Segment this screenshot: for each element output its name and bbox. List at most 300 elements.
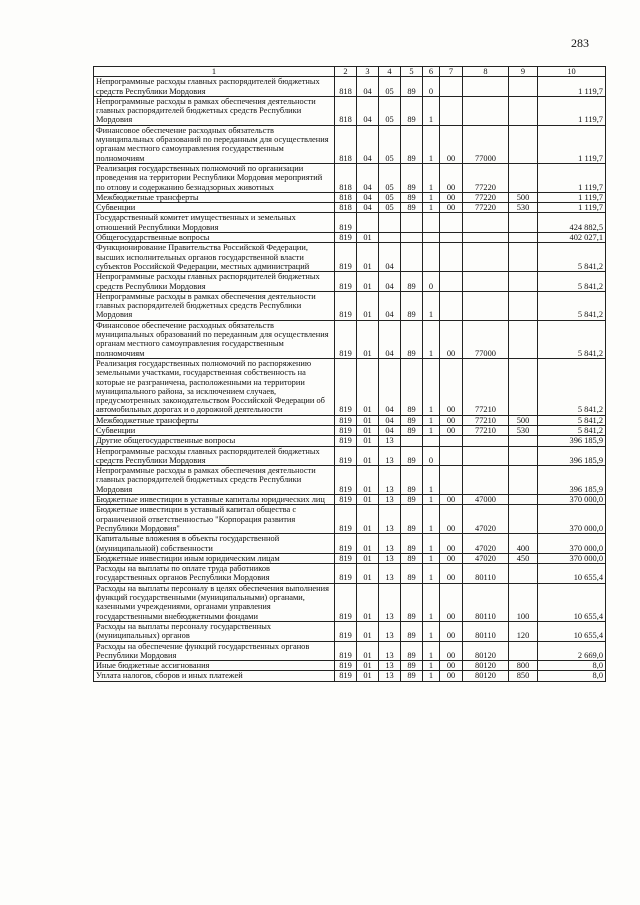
program-code-cell: 89: [401, 564, 423, 584]
direction-code-cell: 00: [440, 358, 463, 415]
expense-type-code-cell: 400: [509, 534, 538, 554]
item-name-cell: Межбюджетные трансферты: [94, 415, 335, 425]
column-header-9: 9: [509, 67, 538, 77]
admin-code-cell: 819: [335, 291, 357, 320]
admin-code-cell: 819: [335, 534, 357, 554]
subsection-code-cell: 13: [379, 553, 401, 563]
section-code-cell: 01: [357, 661, 379, 671]
program-code-cell: [401, 436, 423, 446]
direction-code-cell: 00: [440, 320, 463, 358]
program-code-cell: 89: [401, 192, 423, 202]
section-code-cell: 01: [357, 436, 379, 446]
item-name-cell: Непрограммные расходы в рамках обеспечения деятельности главных распорядителей бюджетных средств Республики Мордовия: [94, 96, 335, 125]
table-row: [94, 553, 606, 563]
section-code-cell: 04: [357, 125, 379, 163]
program-code-cell: 89: [401, 641, 423, 661]
target-code-cell: 77210: [463, 425, 509, 435]
item-name-cell: Капитальные вложения в объекты государственной (муниципальной) собственности: [94, 534, 335, 554]
target-code-cell: 80110: [463, 564, 509, 584]
target-code-cell: [463, 446, 509, 466]
program-code-cell: 89: [401, 358, 423, 415]
section-code-cell: 01: [357, 641, 379, 661]
program-code-cell: 89: [401, 495, 423, 505]
admin-code-cell: 819: [335, 495, 357, 505]
amount-cell: 396 185,9: [538, 466, 606, 495]
table-row: [94, 661, 606, 671]
expense-type-code-cell: [509, 163, 538, 192]
subsection-code-cell: 05: [379, 96, 401, 125]
admin-code-cell: 819: [335, 661, 357, 671]
expense-type-code-cell: [509, 641, 538, 661]
expense-type-code-cell: [509, 466, 538, 495]
direction-code-cell: 00: [440, 192, 463, 202]
direction-code-cell: 00: [440, 534, 463, 554]
admin-code-cell: 819: [335, 641, 357, 661]
item-name-cell: Непрограммные расходы главных распорядителей бюджетных средств Республики Мордовия: [94, 77, 335, 97]
expense-type-code-cell: [509, 233, 538, 243]
expense-type-code-cell: 500: [509, 415, 538, 425]
subsection-code-cell: 04: [379, 415, 401, 425]
admin-code-cell: 819: [335, 583, 357, 621]
section-code-cell: 04: [357, 163, 379, 192]
expense-type-code-cell: [509, 272, 538, 292]
target-code-cell: [463, 243, 509, 272]
table-row: [94, 671, 606, 681]
amount-cell: 370 000,0: [538, 505, 606, 534]
subsection-code-cell: 13: [379, 564, 401, 584]
program-code-cell: 89: [401, 320, 423, 358]
section-code-cell: 01: [357, 233, 379, 243]
amount-cell: 5 841,2: [538, 425, 606, 435]
expense-type-code-cell: [509, 77, 538, 97]
item-name-cell: Непрограммные расходы главных распорядителей бюджетных средств Республики Мордовия: [94, 272, 335, 292]
target-code-cell: 77220: [463, 203, 509, 213]
item-name-cell: Бюджетные инвестиции иным юридическим лицам: [94, 553, 335, 563]
admin-code-cell: 819: [335, 320, 357, 358]
subsection-code-cell: 04: [379, 425, 401, 435]
target-code-cell: [463, 272, 509, 292]
admin-code-cell: 819: [335, 553, 357, 563]
program-code-cell: 89: [401, 446, 423, 466]
target-code-cell: 80120: [463, 661, 509, 671]
amount-cell: 1 119,7: [538, 77, 606, 97]
subprogram-code-cell: 1: [423, 671, 440, 681]
item-name-cell: Государственный комитет имущественных и земельных отношений Республики Мордовия: [94, 213, 335, 233]
subprogram-code-cell: 1: [423, 641, 440, 661]
direction-code-cell: [440, 243, 463, 272]
admin-code-cell: 818: [335, 77, 357, 97]
subprogram-code-cell: 1: [423, 192, 440, 202]
target-code-cell: [463, 233, 509, 243]
item-name-cell: Финансовое обеспечение расходных обязательств муниципальных образований по переданным для осуществления органам местного самоуправления государственным полномочиям: [94, 320, 335, 358]
item-name-cell: Бюджетные инвестиции в уставный капитал общества с ограниченной ответственностью "Корпорация развития Республики Мордовия": [94, 505, 335, 534]
section-code-cell: 04: [357, 77, 379, 97]
target-code-cell: [463, 96, 509, 125]
expense-type-code-cell: 120: [509, 621, 538, 641]
expense-type-code-cell: [509, 564, 538, 584]
subprogram-code-cell: 1: [423, 291, 440, 320]
budget-table: [93, 66, 606, 682]
direction-code-cell: [440, 436, 463, 446]
table-row: [94, 495, 606, 505]
amount-cell: 1 119,7: [538, 163, 606, 192]
program-code-cell: 89: [401, 96, 423, 125]
column-header-8: 8: [463, 67, 509, 77]
admin-code-cell: 819: [335, 358, 357, 415]
admin-code-cell: 818: [335, 192, 357, 202]
section-code-cell: 01: [357, 534, 379, 554]
subsection-code-cell: 04: [379, 243, 401, 272]
program-code-cell: 89: [401, 671, 423, 681]
subsection-code-cell: 13: [379, 641, 401, 661]
amount-cell: 10 655,4: [538, 583, 606, 621]
direction-code-cell: 00: [440, 163, 463, 192]
target-code-cell: [463, 213, 509, 233]
direction-code-cell: 00: [440, 671, 463, 681]
subprogram-code-cell: 1: [423, 583, 440, 621]
target-code-cell: [463, 291, 509, 320]
table-row: [94, 213, 606, 233]
item-name-cell: Расходы на выплаты персоналу государственных (муниципальных) органов: [94, 621, 335, 641]
subsection-code-cell: 04: [379, 272, 401, 292]
subprogram-code-cell: 1: [423, 621, 440, 641]
program-code-cell: 89: [401, 583, 423, 621]
column-header-1: 1: [94, 67, 335, 77]
table-row: [94, 272, 606, 292]
subprogram-code-cell: [423, 436, 440, 446]
table-row: [94, 96, 606, 125]
column-header-3: 3: [357, 67, 379, 77]
table-row: [94, 505, 606, 534]
program-code-cell: 89: [401, 621, 423, 641]
admin-code-cell: 818: [335, 125, 357, 163]
table-row: [94, 415, 606, 425]
subprogram-code-cell: [423, 213, 440, 233]
section-code-cell: 01: [357, 505, 379, 534]
item-name-cell: Расходы на выплаты персоналу в целях обеспечения выполнения функций государственными (муниципальными) органами, казенными учреждениями, органами управления государственными внебюджетными фондами: [94, 583, 335, 621]
subsection-code-cell: 04: [379, 291, 401, 320]
subsection-code-cell: 05: [379, 192, 401, 202]
section-code-cell: 01: [357, 243, 379, 272]
table-row: [94, 446, 606, 466]
section-code-cell: 01: [357, 621, 379, 641]
subsection-code-cell: 05: [379, 163, 401, 192]
table-row: [94, 125, 606, 163]
item-name-cell: Непрограммные расходы в рамках обеспечения деятельности главных распорядителей бюджетных средств Республики Мордовия: [94, 466, 335, 495]
expense-type-code-cell: [509, 243, 538, 272]
subsection-code-cell: 13: [379, 534, 401, 554]
subprogram-code-cell: 1: [423, 661, 440, 671]
section-code-cell: 04: [357, 203, 379, 213]
direction-code-cell: 00: [440, 425, 463, 435]
amount-cell: 1 119,7: [538, 203, 606, 213]
subprogram-code-cell: 1: [423, 534, 440, 554]
program-code-cell: 89: [401, 77, 423, 97]
expense-type-code-cell: [509, 320, 538, 358]
subprogram-code-cell: 1: [423, 564, 440, 584]
amount-cell: 370 000,0: [538, 553, 606, 563]
table-row: [94, 534, 606, 554]
amount-cell: 396 185,9: [538, 436, 606, 446]
direction-code-cell: 00: [440, 495, 463, 505]
amount-cell: 1 119,7: [538, 96, 606, 125]
subprogram-code-cell: 1: [423, 125, 440, 163]
item-name-cell: Непрограммные расходы в рамках обеспечения деятельности главных распорядителей бюджетных средств Республики Мордовия: [94, 291, 335, 320]
subsection-code-cell: 04: [379, 320, 401, 358]
target-code-cell: 77220: [463, 192, 509, 202]
direction-code-cell: 00: [440, 641, 463, 661]
expense-type-code-cell: 100: [509, 583, 538, 621]
direction-code-cell: 00: [440, 505, 463, 534]
target-code-cell: 80110: [463, 621, 509, 641]
direction-code-cell: [440, 291, 463, 320]
target-code-cell: 47000: [463, 495, 509, 505]
subsection-code-cell: [379, 233, 401, 243]
section-code-cell: 01: [357, 358, 379, 415]
target-code-cell: [463, 77, 509, 97]
section-code-cell: 01: [357, 553, 379, 563]
amount-cell: 5 841,2: [538, 320, 606, 358]
expense-type-code-cell: [509, 125, 538, 163]
column-header-10: 10: [538, 67, 606, 77]
admin-code-cell: 818: [335, 96, 357, 125]
expense-type-code-cell: 850: [509, 671, 538, 681]
subsection-code-cell: [379, 213, 401, 233]
direction-code-cell: 00: [440, 125, 463, 163]
table-row: [94, 358, 606, 415]
expense-type-code-cell: [509, 436, 538, 446]
admin-code-cell: 819: [335, 415, 357, 425]
item-name-cell: Реализация государственных полномочий по организации проведения на территории Республики Мордовия мероприятий по отлову и содержанию безнадзорных животных: [94, 163, 335, 192]
subsection-code-cell: 13: [379, 466, 401, 495]
subprogram-code-cell: 1: [423, 495, 440, 505]
subprogram-code-cell: 1: [423, 425, 440, 435]
program-code-cell: 89: [401, 466, 423, 495]
target-code-cell: 47020: [463, 505, 509, 534]
table-row: [94, 77, 606, 97]
target-code-cell: 80120: [463, 641, 509, 661]
target-code-cell: 77210: [463, 358, 509, 415]
item-name-cell: Расходы на обеспечение функций государственных органов Республики Мордовия: [94, 641, 335, 661]
page-number: 283: [571, 36, 589, 50]
admin-code-cell: 819: [335, 466, 357, 495]
direction-code-cell: [440, 233, 463, 243]
amount-cell: 10 655,4: [538, 564, 606, 584]
expense-type-code-cell: 530: [509, 425, 538, 435]
table-row: [94, 233, 606, 243]
table-row: [94, 621, 606, 641]
section-code-cell: 01: [357, 272, 379, 292]
direction-code-cell: [440, 446, 463, 466]
admin-code-cell: 818: [335, 163, 357, 192]
amount-cell: 5 841,2: [538, 415, 606, 425]
table-row: [94, 291, 606, 320]
direction-code-cell: 00: [440, 203, 463, 213]
amount-cell: 370 000,0: [538, 534, 606, 554]
direction-code-cell: [440, 77, 463, 97]
item-name-cell: Другие общегосударственные вопросы: [94, 436, 335, 446]
expense-type-code-cell: 500: [509, 192, 538, 202]
admin-code-cell: 819: [335, 425, 357, 435]
target-code-cell: 47020: [463, 553, 509, 563]
program-code-cell: 89: [401, 125, 423, 163]
section-code-cell: 01: [357, 415, 379, 425]
item-name-cell: Общегосударственные вопросы: [94, 233, 335, 243]
header-row: [94, 67, 606, 77]
amount-cell: 2 669,0: [538, 641, 606, 661]
item-name-cell: Уплата налогов, сборов и иных платежей: [94, 671, 335, 681]
subprogram-code-cell: 1: [423, 505, 440, 534]
expense-type-code-cell: 530: [509, 203, 538, 213]
expense-type-code-cell: 450: [509, 553, 538, 563]
admin-code-cell: 819: [335, 233, 357, 243]
section-code-cell: [357, 213, 379, 233]
expense-type-code-cell: [509, 96, 538, 125]
column-header-4: 4: [379, 67, 401, 77]
direction-code-cell: [440, 272, 463, 292]
amount-cell: 1 119,7: [538, 192, 606, 202]
column-header-2: 2: [335, 67, 357, 77]
program-code-cell: 89: [401, 163, 423, 192]
table-row: [94, 163, 606, 192]
amount-cell: 424 882,5: [538, 213, 606, 233]
subprogram-code-cell: 0: [423, 446, 440, 466]
item-name-cell: Расходы на выплаты по оплате труда работников государственных органов Республики Мордовия: [94, 564, 335, 584]
target-code-cell: [463, 466, 509, 495]
table-row: [94, 436, 606, 446]
subsection-code-cell: 05: [379, 203, 401, 213]
table-row: [94, 466, 606, 495]
item-name-cell: Иные бюджетные ассигнования: [94, 661, 335, 671]
section-code-cell: 01: [357, 564, 379, 584]
program-code-cell: 89: [401, 415, 423, 425]
section-code-cell: 04: [357, 192, 379, 202]
item-name-cell: Финансовое обеспечение расходных обязательств муниципальных образований по переданным для осуществления органам местного самоуправления государственным полномочиям: [94, 125, 335, 163]
subprogram-code-cell: 1: [423, 203, 440, 213]
direction-code-cell: 00: [440, 564, 463, 584]
amount-cell: 402 027,1: [538, 233, 606, 243]
admin-code-cell: 819: [335, 243, 357, 272]
program-code-cell: [401, 243, 423, 272]
program-code-cell: 89: [401, 203, 423, 213]
program-code-cell: 89: [401, 505, 423, 534]
subsection-code-cell: 05: [379, 77, 401, 97]
section-code-cell: 01: [357, 466, 379, 495]
subprogram-code-cell: 1: [423, 163, 440, 192]
item-name-cell: Бюджетные инвестиции в уставные капиталы юридических лиц: [94, 495, 335, 505]
subsection-code-cell: 13: [379, 583, 401, 621]
subsection-code-cell: 13: [379, 505, 401, 534]
expense-type-code-cell: [509, 358, 538, 415]
subsection-code-cell: 13: [379, 661, 401, 671]
column-header-7: 7: [440, 67, 463, 77]
section-code-cell: 01: [357, 495, 379, 505]
subprogram-code-cell: 1: [423, 553, 440, 563]
subsection-code-cell: 13: [379, 671, 401, 681]
direction-code-cell: 00: [440, 583, 463, 621]
direction-code-cell: 00: [440, 661, 463, 671]
amount-cell: 10 655,4: [538, 621, 606, 641]
table-row: [94, 564, 606, 584]
amount-cell: 396 185,9: [538, 446, 606, 466]
admin-code-cell: 819: [335, 213, 357, 233]
amount-cell: 370 000,0: [538, 495, 606, 505]
subprogram-code-cell: 1: [423, 466, 440, 495]
direction-code-cell: [440, 466, 463, 495]
admin-code-cell: 819: [335, 272, 357, 292]
subsection-code-cell: 04: [379, 358, 401, 415]
subprogram-code-cell: 1: [423, 320, 440, 358]
item-name-cell: Реализация государственных полномочий по распоряжению земельными участками, государственная собственность на которые не разграничена, расположенными на территории муниципального района, за исключением случаев, предусмотренных законодательством Российской Федерации об автомобильных дорогах и о дорожной деятельности: [94, 358, 335, 415]
direction-code-cell: 00: [440, 415, 463, 425]
expense-type-code-cell: [509, 505, 538, 534]
section-code-cell: 01: [357, 446, 379, 466]
subprogram-code-cell: 0: [423, 77, 440, 97]
admin-code-cell: 819: [335, 446, 357, 466]
item-name-cell: Непрограммные расходы главных распорядителей бюджетных средств Республики Мордовия: [94, 446, 335, 466]
target-code-cell: 80110: [463, 583, 509, 621]
target-code-cell: 77000: [463, 125, 509, 163]
direction-code-cell: 00: [440, 621, 463, 641]
subsection-code-cell: 13: [379, 436, 401, 446]
table-row: [94, 192, 606, 202]
subprogram-code-cell: 1: [423, 358, 440, 415]
admin-code-cell: 819: [335, 436, 357, 446]
admin-code-cell: 819: [335, 671, 357, 681]
item-name-cell: Субвенции: [94, 203, 335, 213]
program-code-cell: [401, 213, 423, 233]
program-code-cell: 89: [401, 272, 423, 292]
target-code-cell: 77210: [463, 415, 509, 425]
subprogram-code-cell: [423, 243, 440, 272]
column-header-6: 6: [423, 67, 440, 77]
program-code-cell: 89: [401, 553, 423, 563]
direction-code-cell: [440, 96, 463, 125]
section-code-cell: 01: [357, 291, 379, 320]
expense-type-code-cell: [509, 495, 538, 505]
program-code-cell: 89: [401, 291, 423, 320]
target-code-cell: [463, 436, 509, 446]
amount-cell: 1 119,7: [538, 125, 606, 163]
column-header-5: 5: [401, 67, 423, 77]
section-code-cell: 01: [357, 425, 379, 435]
amount-cell: 5 841,2: [538, 291, 606, 320]
table-row: [94, 203, 606, 213]
subprogram-code-cell: 0: [423, 272, 440, 292]
subprogram-code-cell: [423, 233, 440, 243]
table-row: [94, 320, 606, 358]
target-code-cell: 47020: [463, 534, 509, 554]
table-row: [94, 641, 606, 661]
section-code-cell: 01: [357, 671, 379, 681]
amount-cell: 8,0: [538, 661, 606, 671]
admin-code-cell: 819: [335, 564, 357, 584]
expense-type-code-cell: [509, 213, 538, 233]
direction-code-cell: [440, 213, 463, 233]
amount-cell: 8,0: [538, 671, 606, 681]
subprogram-code-cell: 1: [423, 96, 440, 125]
direction-code-cell: 00: [440, 553, 463, 563]
admin-code-cell: 819: [335, 621, 357, 641]
amount-cell: 5 841,2: [538, 243, 606, 272]
table-row: [94, 243, 606, 272]
item-name-cell: Функционирование Правительства Российской Федерации, высших исполнительных органов государственной власти субъектов Российской Федерации, местных администраций: [94, 243, 335, 272]
section-code-cell: 04: [357, 96, 379, 125]
expense-type-code-cell: [509, 291, 538, 320]
table-row: [94, 583, 606, 621]
item-name-cell: Межбюджетные трансферты: [94, 192, 335, 202]
expense-type-code-cell: [509, 446, 538, 466]
